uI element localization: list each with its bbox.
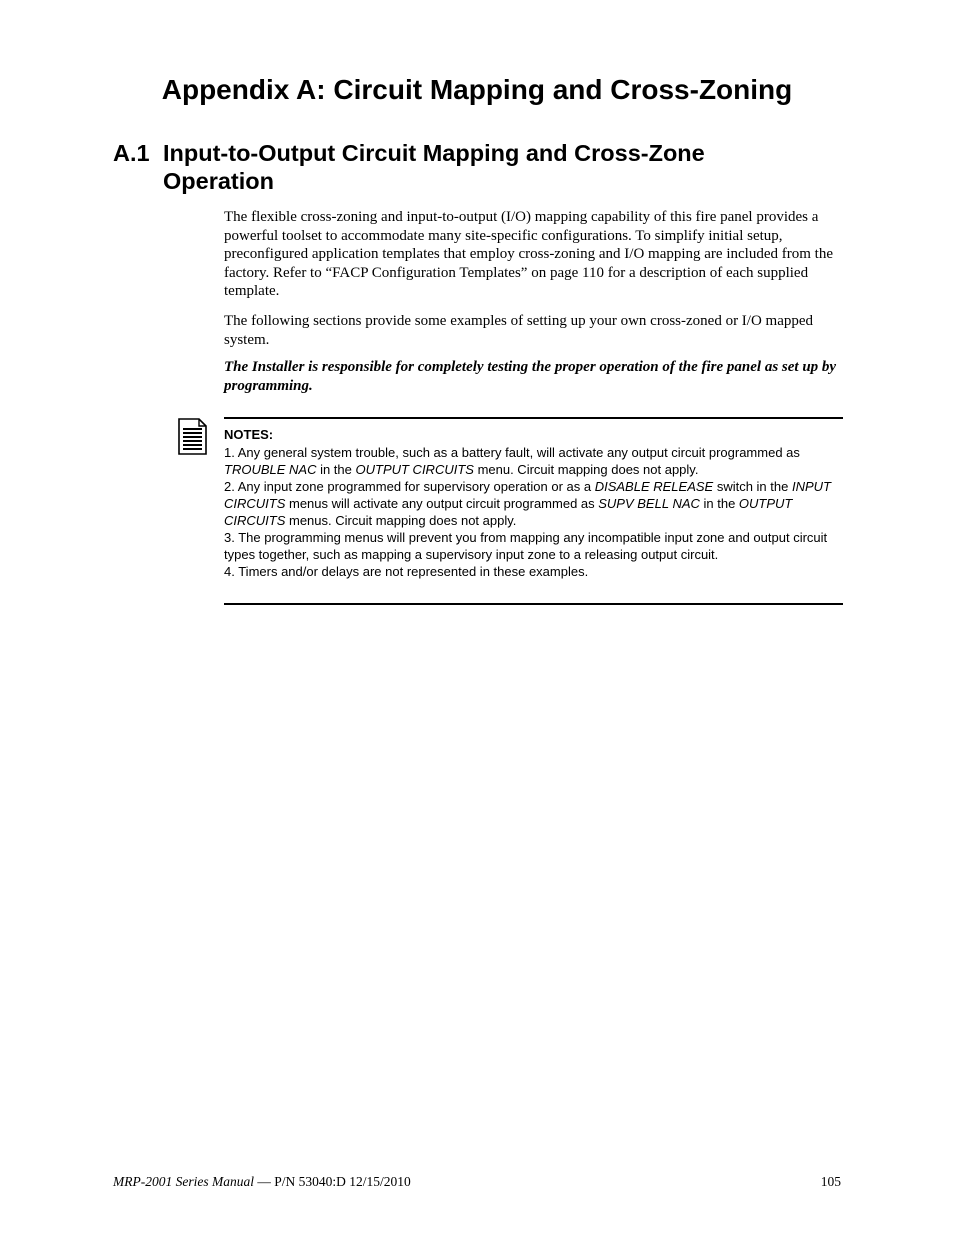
note-item: 2. Any input zone programmed for supervisory operation or as a DISABLE RELEASE switch in the INPUT CIRCUITS menus will activate any output circuit programmed as SUPV BELL NAC in the OUTPUT CIRCUITS menus. Circuit mapping does not apply. xyxy=(224,479,831,528)
notes-title: NOTES: xyxy=(224,427,274,442)
notes-list xyxy=(224,444,843,580)
note-item: 1. Any general system trouble, such as a battery fault, will activate any output circuit programmed as TROUBLE NAC in the OUTPUT CIRCUITS menu. Circuit mapping does not apply. xyxy=(224,445,800,477)
installer-warning: The Installer is responsible for completely testing the proper operation of the fire panel as set up by programming. xyxy=(224,359,837,394)
note-item: 4. Timers and/or delays are not represented in these examples. xyxy=(224,564,589,579)
section-number: A.1 xyxy=(113,140,150,166)
page-title: Appendix A: Circuit Mapping and Cross-Zoning xyxy=(161,74,793,105)
footer-part-number: — P/N 53040:D 12/15/2010 xyxy=(253,1174,411,1189)
section-title: Input-to-Output Circuit Mapping and Cross-Zone Operation xyxy=(163,140,705,194)
footer-manual-info xyxy=(113,1174,411,1190)
notes-box xyxy=(224,417,843,605)
intro-paragraph: The flexible cross-zoning and input-to-output (I/O) mapping capability of this fire panel provides a powerful toolset to accommodate many site-specific configurations. To simplify initial setup, preconfigured application templates that employ cross-zoning and I/O mapping are included from the factory. Refer to “FACP Configuration Templates” on page 110 for a description of each supplied template. xyxy=(224,209,833,300)
footer-manual-name: MRP-2001 Series Manual xyxy=(113,1174,254,1189)
page-number: 105 xyxy=(820,1174,841,1189)
note-item: 3. The programming menus will prevent you from mapping any incompatible input zone and output circuit types together, such as mapping a supervisory input zone to a releasing output circuit. xyxy=(224,530,828,562)
note-icon xyxy=(178,418,207,455)
examples-paragraph: The following sections provide some examples of setting up your own cross-zoned or I/O mapped system. xyxy=(224,313,814,348)
